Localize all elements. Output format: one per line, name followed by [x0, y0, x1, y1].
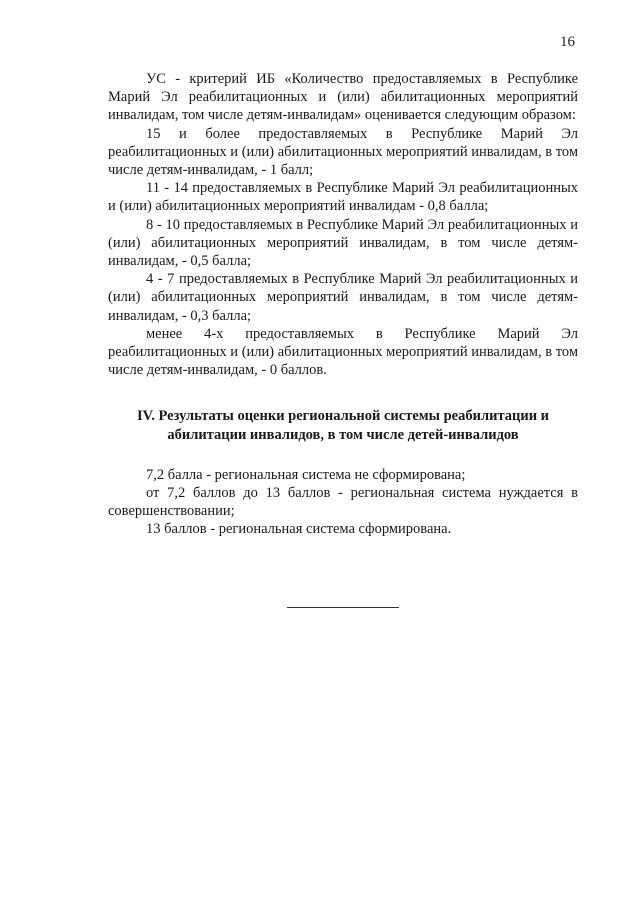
page-number: 16	[560, 34, 575, 50]
end-of-document-rule	[287, 607, 399, 608]
criteria-item: 4 - 7 предоставляемых в Республике Марий Эл реабилитационных и (или) абилитационных мероприятий инвалидам, в том числе детям-инвалидам, - 0,3 балла;	[108, 271, 578, 324]
criteria-item: 15 и более предоставляемых в Республике Марий Эл реабилитационных и (или) абилитационных мероприятий инвалидам, в том числе детям-инвалидам, - 1 балл;	[108, 125, 578, 179]
results-list	[108, 466, 578, 539]
result-item: 7,2 балла - региональная система не сформирована;	[146, 466, 466, 483]
criteria-item: 8 - 10 предоставляемых в Республике Марий Эл реабилитационных и (или) абилитационных мероприятий инвалидам, в том числе детям-инвалидам, - 0,5 балла;	[108, 216, 578, 270]
result-item: 13 баллов - региональная система сформирована.	[146, 521, 452, 538]
criteria-item: 11 - 14 предоставляемых в Республике Марий Эл реабилитационных и (или) абилитационных мероприятий инвалидам - 0,8 балла;	[108, 180, 578, 215]
result-item: от 7,2 баллов до 13 баллов - региональная система нуждается в совершенствовании;	[108, 485, 578, 520]
criteria-intro: УС - критерий ИБ «Количество предоставляемых в Республике Марий Эл реабилитационных и (или) абилитационных мероприятий инвалидам, том числе детям-инвалидам» оценивается следующим образом:	[108, 71, 578, 124]
document-body	[108, 70, 578, 539]
section-heading: IV. Результаты оценки региональной системы реабилитации и абилитации инвалидов, в том числе детей-инвалидов	[136, 408, 550, 443]
criteria-item: менее 4-х предоставляемых в Республике Марий Эл реабилитационных и (или) абилитационных мероприятий инвалидам, в том числе детям-инвалидам, - 0 баллов.	[108, 325, 578, 379]
